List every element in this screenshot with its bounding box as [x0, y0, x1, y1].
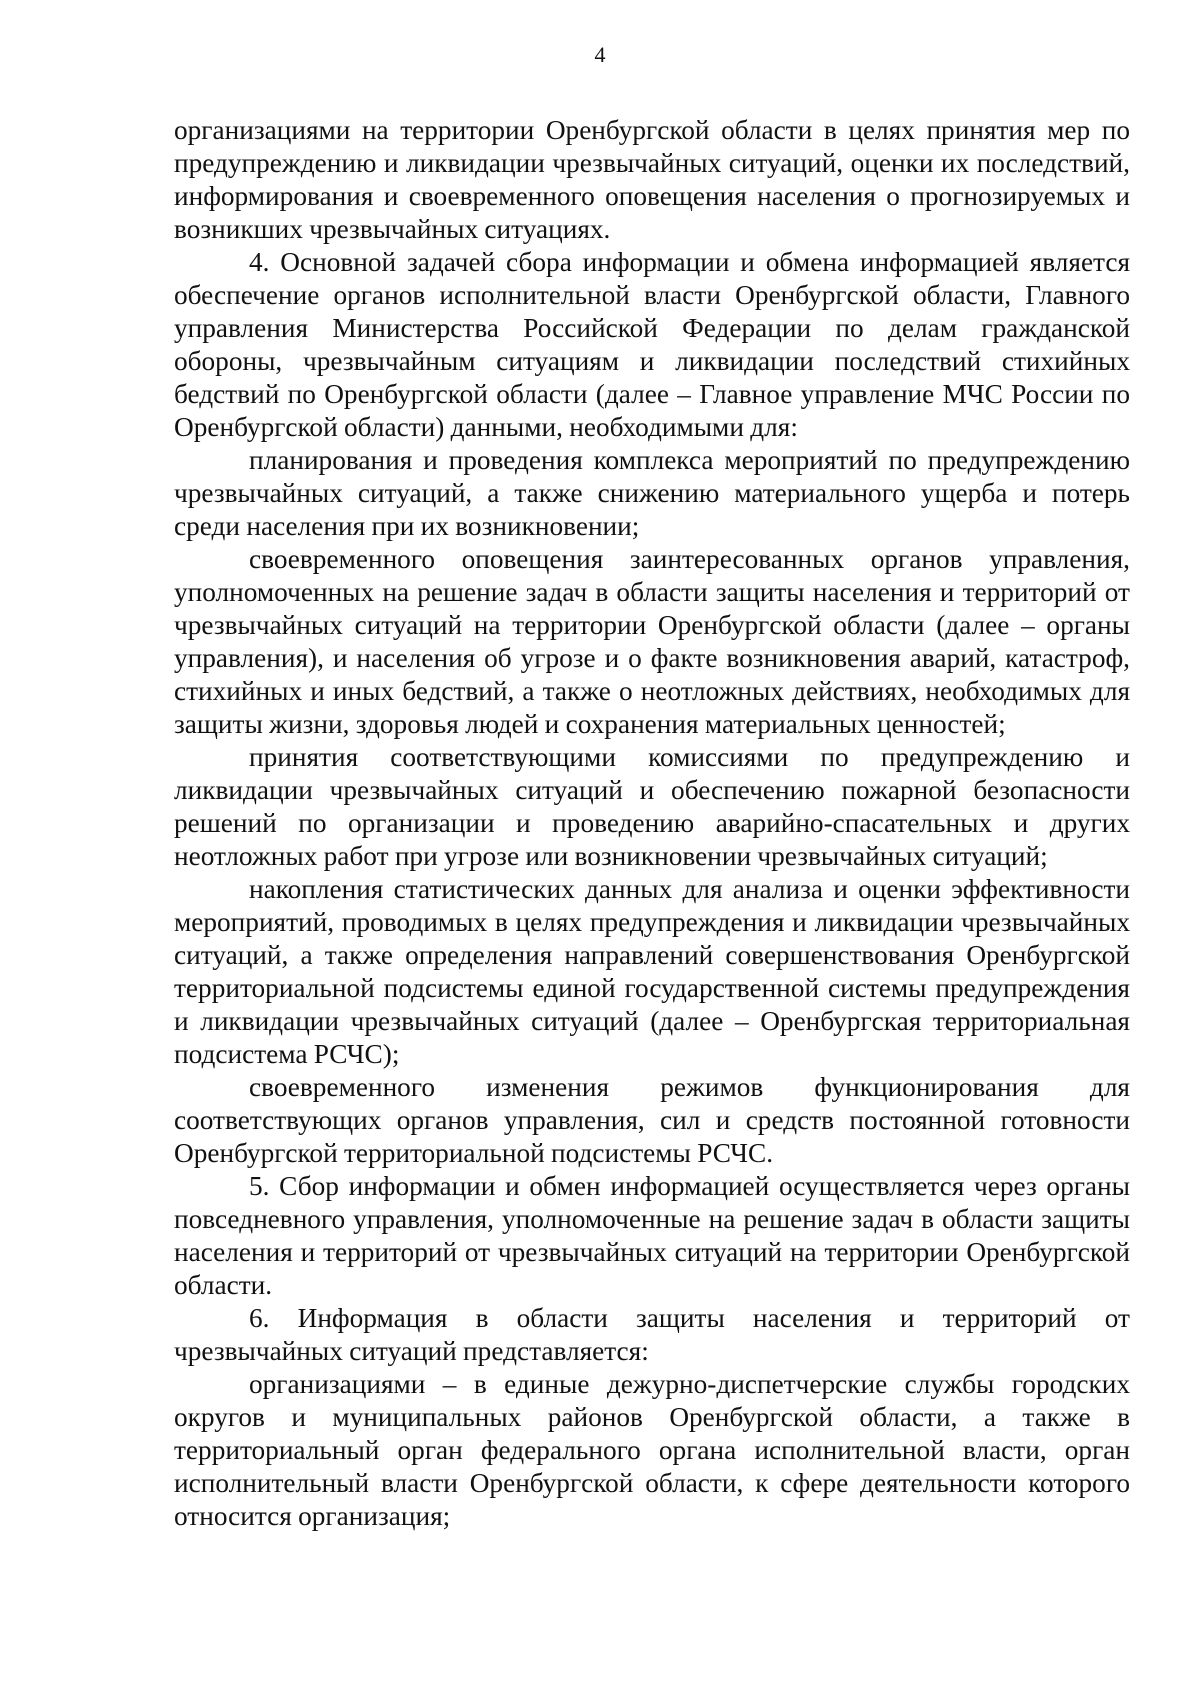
- paragraph-item-6: 6. Информация в области защиты населения и территорий от чрезвычайных ситуаций представляется:: [174, 1303, 1130, 1366]
- document-body: [174, 114, 1130, 1533]
- paragraph-item-4: 4. Основной задачей сбора информации и обмена информацией является обеспечение органов исполнительной власти Оренбургской области, Главного управления Министерства Российской Федерации по делам гражданской обороны, чрезвычайным ситуациям и ликвидации последствий стихийных бедствий по Оренбургской области (далее – Главное управление МЧС России по Оренбургской области) данными, необходимыми для:: [174, 247, 1130, 442]
- paragraph: своевременного оповещения заинтересованных органов управления, уполномоченных на решение задач в области защиты населения и территорий от чрезвычайных ситуаций на территории Оренбургской области (далее – органы управления), и населения об угрозе и о факте возникновения аварий, катастроф, стихийных и иных бедствий, а также о неотложных действиях, необходимых для защиты жизни, здоровья людей и сохранения материальных ценностей;: [174, 544, 1130, 739]
- paragraph: принятия соответствующими комиссиями по предупреждению и ликвидации чрезвычайных ситуаций и обеспечению пожарной безопасности решений по организации и проведению аварийно-спасательных и других неотложных работ при угрозе или возникновении чрезвычайных ситуаций;: [174, 742, 1130, 871]
- paragraph-item-5: 5. Сбор информации и обмен информацией осуществляется через органы повседневного управления, уполномоченные на решение задач в области защиты населения и территорий от чрезвычайных ситуаций на территории Оренбургской области.: [174, 1171, 1130, 1300]
- paragraph: организациями на территории Оренбургской области в целях принятия мер по предупреждению и ликвидации чрезвычайных ситуаций, оценки их последствий, информирования и своевременного оповещения населения о прогнозируемых и возникших чрезвычайных ситуациях.: [174, 115, 1130, 244]
- paragraph: своевременного изменения режимов функционирования для соответствующих органов управления, сил и средств постоянной готовности Оренбургской территориальной подсистемы РСЧС.: [174, 1072, 1130, 1168]
- page-number: 4: [594, 42, 606, 67]
- paragraph: накопления статистических данных для анализа и оценки эффективности мероприятий, проводимых в целях предупреждения и ликвидации чрезвычайных ситуаций, а также определения направлений совершенствования Оренбургской территориальной подсистемы единой государственной системы предупреждения и ликвидации чрезвычайных ситуаций (далее – Оренбургская территориальная подсистема РСЧС);: [174, 874, 1130, 1069]
- paragraph: планирования и проведения комплекса мероприятий по предупреждению чрезвычайных ситуаций, а также снижению материального ущерба и потерь среди населения при их возникновении;: [174, 445, 1130, 541]
- paragraph: организациями – в единые дежурно-диспетчерские службы городских округов и муниципальных районов Оренбургской области, а также в территориальный орган федерального органа исполнительной власти, орган исполнительный власти Оренбургской области, к сфере деятельности которого относится организация;: [174, 1369, 1130, 1531]
